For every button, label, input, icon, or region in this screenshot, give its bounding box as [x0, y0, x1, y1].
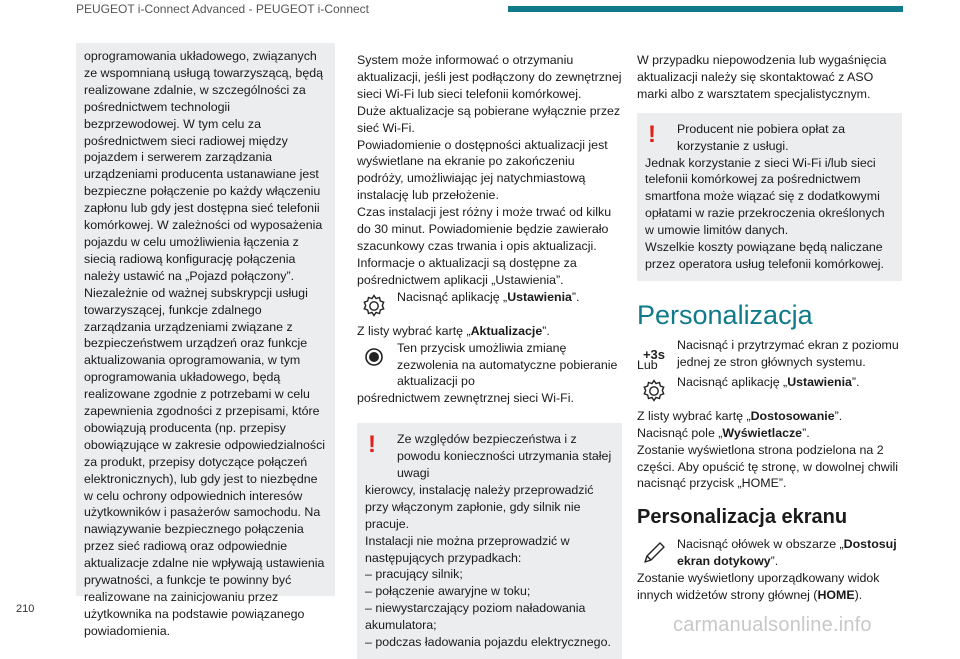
section-title: Personalizacja	[637, 299, 813, 330]
col2-p4: Czas instalacji jest różny i może trwać od kilku do 30 minut. Powiadomienie będzie zawierało szacunkowy czas trwania i opis aktualizacji.	[357, 205, 612, 253]
pencil-instruction	[637, 536, 902, 570]
tab-pre: Z listy wybrać kartę „	[357, 323, 471, 338]
tab-post: ”.	[542, 323, 550, 338]
last-pre: Zostanie wyświetlony uporządkowany widok innych widżetów strony głównej (	[637, 571, 880, 603]
tab-bold: Dostosowanie	[750, 408, 835, 423]
settings-instruction	[357, 289, 622, 323]
watermark: carmanualsonline.info	[673, 614, 872, 636]
last-post: ).	[854, 588, 863, 603]
lub: Lub	[637, 357, 658, 372]
warning-box-updates	[357, 423, 622, 659]
button-text-2: pośrednictwem zewnętrznej sieci Wi-Fi.	[357, 391, 574, 406]
warn-item: – podczas ładowania pojazdu elektrycznego.	[365, 635, 611, 650]
col1-text: oprogramowania układowego, związanych ze wspomnianą usługą towarzyszącą, będą realizowane zdalnie, w szczególności za pośrednictwem technologii bezprzewodowej. W tym celu za pośrednictwem sieci radiowej między pojazdem i serwerem zarządzania urządzeniami producenta ustanawiane jest bezpieczne połączenie po każdy włączeniu zapłonu lub gdy jest dostępna sieć telefonii komórkowej. W zależności od wyposażenia pojazdu w celu umożliwienia łączenia z siecią radiową konfigurację połączenia należy ustawić na „Pojazd połączony”. Niezależnie od ważnej subskrypcji usługi towarzyszącej, funkcje zdalnego zarządzania urządzeniami związane z bezpieczeństwem urządzeń oraz funkcje aktualizowania oprogramowania, w tym oprogramowania układowego, będą realizowane zgodnie z potrzebami w celu zapewnienia zgodności z przepisami, które obowiązują producenta (np. przepisy obowiązujące w zakresie odpowiedzialności za produkt, przepisy dotyczące połączeń elektronicznych), lub gdy jest to niezbędne w celu ochrony odpowiednich interesów użytkowników i pasażerów samochodu. Na nawiązywanie bezpiecznego połączenia przez sieć radiową oraz odpowiednie aktualizacje zdalne nie wpływają ustawienia prywatności, a funkcje te powinny być realizowane na zainicjowaniu przez użytkownika na podstawie powiązanego powiadomienia.	[84, 49, 326, 638]
settings-post: ”.	[851, 374, 860, 389]
warn-indent: Ze względów bezpieczeństwa i z powodu konieczności utrzymania stałej uwagi	[397, 432, 612, 481]
gear-icon	[637, 374, 671, 408]
warn-item: – pracujący silnik;	[365, 567, 463, 582]
page-number: 210	[16, 603, 35, 615]
field-bold: Wyświetlacze	[722, 425, 803, 440]
subsection-title: Personalizacja ekranu	[637, 506, 848, 529]
settings-pre: Nacisnąć aplikację „	[677, 374, 788, 389]
button-text: Ten przycisk umożliwia zmianę zezwolenia na automatyczne pobieranie aktualizacji po	[397, 340, 618, 389]
settings-instruction-2	[637, 374, 902, 408]
column-3	[637, 52, 902, 604]
hold-icon-label: +3s	[642, 346, 666, 362]
warning-box-fees	[637, 113, 902, 281]
header-accent-bar	[508, 6, 903, 12]
warning-icon: !	[368, 431, 376, 459]
warn-item: – niewystarczający poziom naładowania akumulatora;	[365, 601, 586, 633]
settings-bold: Ustawienia	[787, 374, 852, 389]
split-text: Zostanie wyświetlona strona podzielona na 2 części. Aby opuścić tę stronę, w dowolnej chwili nacisnąć przycisk „HOME”.	[637, 442, 899, 491]
field-pre: Nacisnąć pole „	[637, 425, 723, 440]
warn-indent: Producent nie pobiera opłat za korzystanie z usługi.	[677, 121, 846, 153]
col2-p2: Duże aktualizacje są pobierane wyłącznie przez sieć Wi-Fi.	[357, 103, 621, 135]
tab-post: ”.	[834, 408, 843, 423]
last-bold: HOME	[817, 588, 855, 603]
column-2	[357, 52, 622, 659]
tab-bold: Aktualizacje	[470, 323, 543, 338]
col2-p5: Informacje o aktualizacji są dostępne za pośrednictwem aplikacji „Ustawienia”.	[357, 255, 577, 287]
warning-icon: !	[648, 120, 656, 148]
hold-text: Nacisnąć i przytrzymać ekran z poziomu jednej ze stron głównych systemu.	[677, 337, 899, 369]
warn-p2: Wszelkie koszty powiązane będą naliczane przez operatora usług telefonii komórkowej.	[645, 240, 884, 271]
pencil-bold: Dostosuj ekran dotykowy	[677, 537, 897, 569]
pencil-post: ”.	[770, 554, 779, 569]
column-1-box	[76, 43, 335, 638]
hold-instruction	[637, 337, 902, 371]
pencil-pre: Nacisnąć ołówek w obszarze „	[677, 537, 844, 552]
col2-intro: System może informować o otrzymaniu aktualizacji, jeśli jest podłączony do zewnętrznej sieci Wi-Fi lub sieci telefonii komórkowej.	[357, 53, 622, 101]
button-instruction	[357, 340, 622, 391]
settings-post: ”.	[571, 289, 580, 304]
header-title: PEUGEOT i-Connect Advanced - PEUGEOT i-Connect	[76, 2, 370, 16]
gear-icon	[357, 289, 391, 323]
pencil-icon	[637, 536, 671, 570]
warn-p1: Jednak korzystanie z sieci Wi-Fi i/lub sieci telefonii komórkowej za pośrednictwem smartfona może wiązać się z dodatkowymi opłatami w razie przekroczenia określonych w umowie limitów danych.	[645, 155, 885, 238]
col2-p3: Powiadomienie o dostępności aktualizacji jest wyświetlane na ekranie po zakończeniu podróży, umożliwiając jej natychmiastową instalację lub przełożenie.	[357, 137, 608, 203]
warn-p2: Instalacji nie można przeprowadzić w następujących przypadkach:	[365, 533, 570, 565]
settings-bold: Ustawienia	[507, 289, 572, 304]
tab-pre: Z listy wybrać kartę „	[637, 408, 751, 423]
warn-item: – połączenie awaryjne w toku;	[365, 584, 531, 599]
warn-p1: kierowcy, instalację należy przeprowadzić przy włączonym zapłonie, gdy silnik nie pracuje.	[365, 482, 594, 531]
hold-3s-icon	[637, 337, 671, 371]
col3-intro: W przypadku niepowodzenia lub wygaśnięcia aktualizacji należy się skontaktować z ASO marki albo z warsztatem specjalistycznym.	[637, 53, 887, 101]
settings-pre: Nacisnąć aplikację „	[397, 289, 508, 304]
field-post: ”.	[802, 425, 810, 440]
radio-button-icon	[357, 340, 391, 374]
